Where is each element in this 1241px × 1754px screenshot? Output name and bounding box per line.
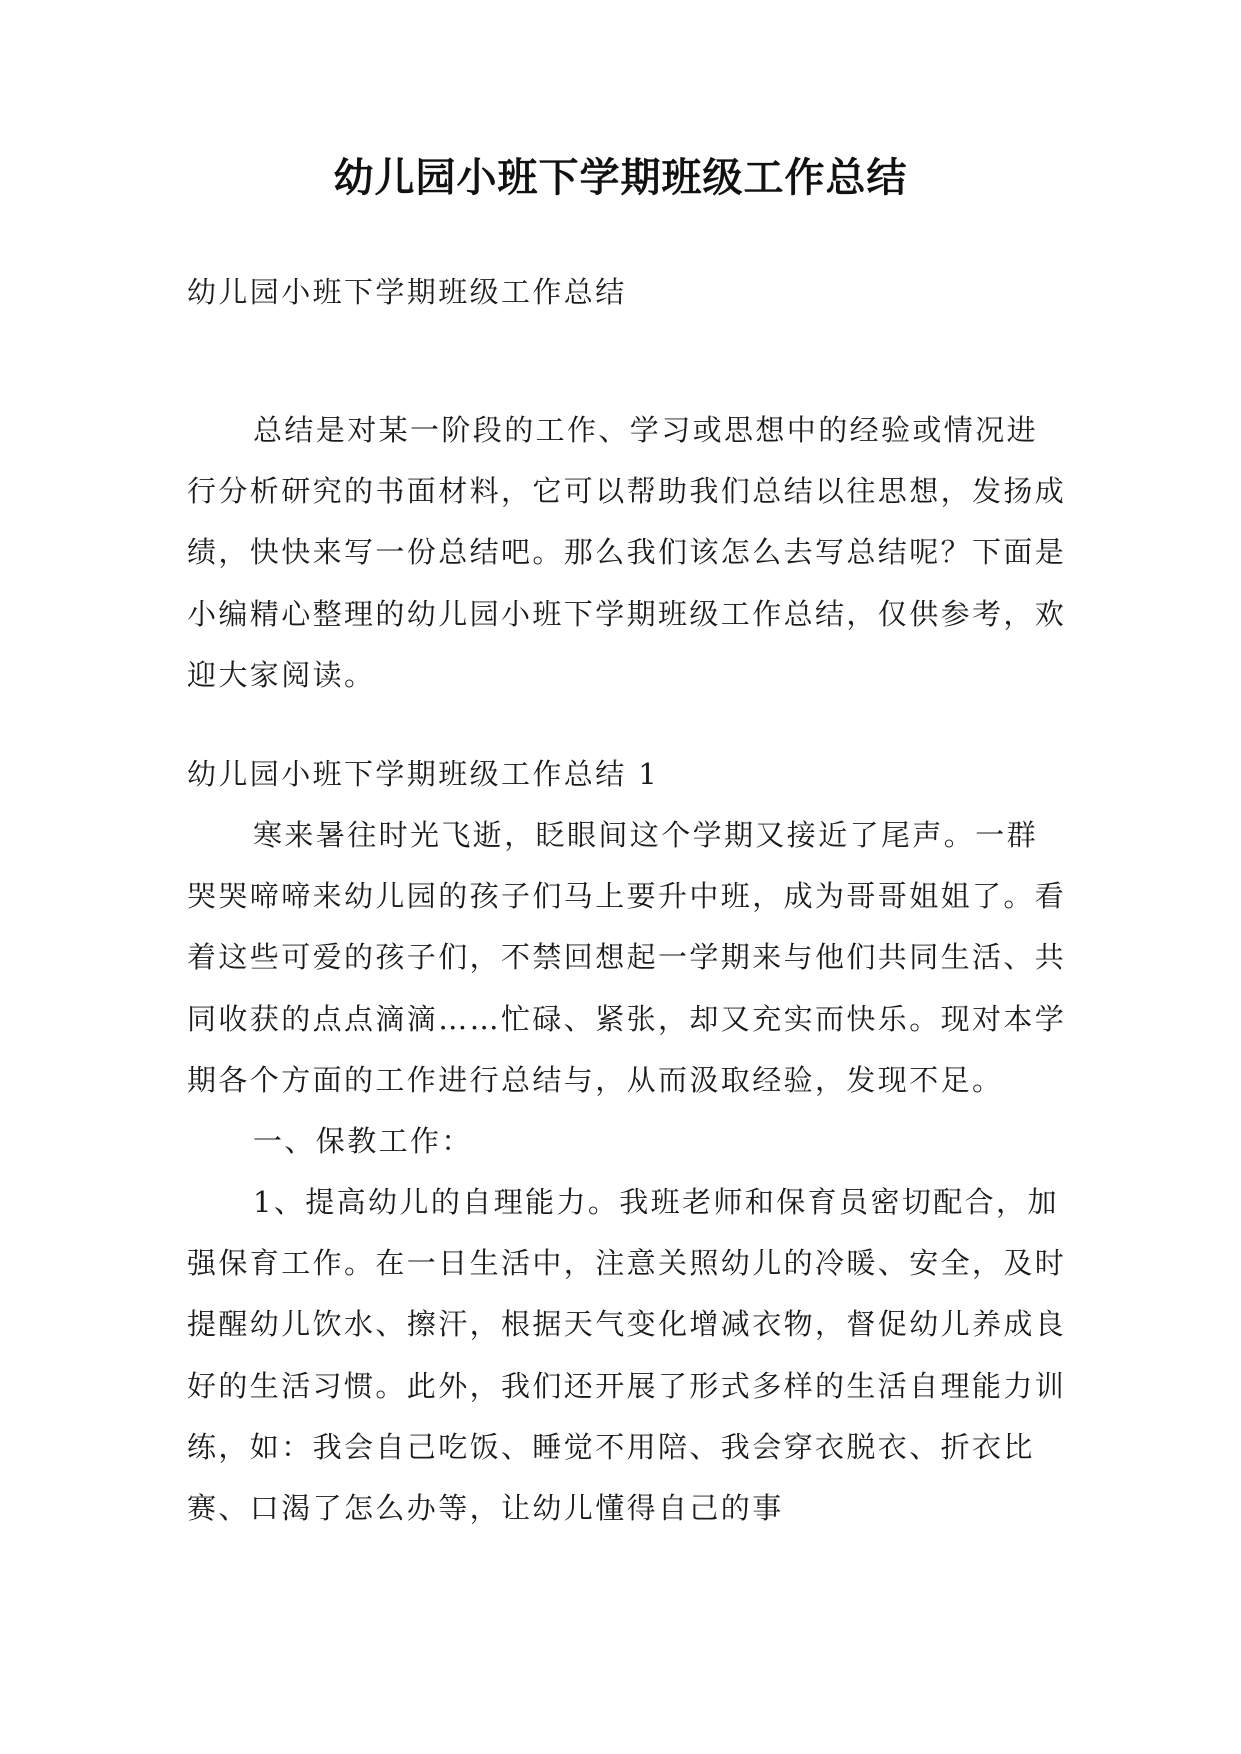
intro-paragraph: 总结是对某一阶段的工作、学习或思想中的经验或情况进行分析研究的书面材料，它可以帮助我们总结以往思想，发扬成绩，快快来写一份总结吧。那么我们该怎么去写总结呢？下面是小编精心整理的幼儿园小班下学期班级工作总结，仅供参考，欢迎大家阅读。	[187, 413, 1067, 692]
document-subtitle: 幼儿园小班下学期班级工作总结	[187, 275, 627, 309]
body-paragraph: 一、保教工作：	[253, 1124, 473, 1158]
section-heading: 幼儿园小班下学期班级工作总结 1	[187, 757, 660, 791]
body-paragraph: 1、提高幼儿的自理能力。我班老师和保育员密切配合，加强保育工作。在一日生活中，注意关照幼儿的冷暖、安全，及时提醒幼儿饮水、擦汗，根据天气变化增减衣物，督促幼儿养成良好的生活习惯。此外，我们还开展了形式多样的生活自理能力训练，如：我会自己吃饭、睡觉不用陪、我会穿衣脱衣、折衣比赛、口渴了怎么办等，让幼儿懂得自己的事	[187, 1185, 1067, 1526]
document-title: 幼儿园小班下学期班级工作总结	[333, 155, 908, 201]
body-paragraph: 寒来暑往时光飞逝，眨眼间这个学期又接近了尾声。一群哭哭啼啼来幼儿园的孩子们马上要升中班，成为哥哥姐姐了。看着这些可爱的孩子们，不禁回想起一学期来与他们共同生活、共同收获的点点滴滴……忙碌、紧张，却又充实而快乐。现对本学期各个方面的工作进行总结与，从而汲取经验，发现不足。	[187, 818, 1067, 1097]
